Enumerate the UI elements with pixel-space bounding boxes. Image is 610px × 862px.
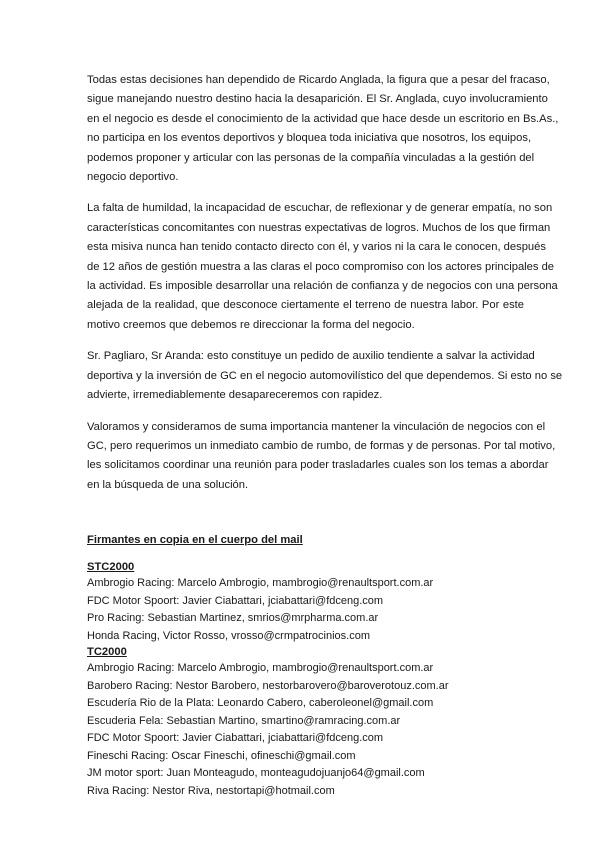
signer-groups (87, 560, 524, 800)
signers-title: Firmantes en copia en el cuerpo del mail (87, 534, 303, 546)
signer-entry: Riva Racing: Nestor Riva, nestortapi@hotmail.com (87, 784, 335, 797)
paragraph-line: alejada de la realidad, que desconoce ciertamente el terreno de nuestra labor. Por este (87, 299, 524, 312)
paragraph (87, 418, 556, 496)
paragraph-line: GC, pero requerimos un inmediato cambio de rumbo, de formas y de personas. Por tal motivo, (87, 439, 556, 452)
paragraph-line: motivo creemos que debemos re direccionar la forma del negocio. (87, 318, 415, 331)
paragraph-line: advierte, irremediablemente desapareceremos con rapidez. (87, 389, 383, 402)
signer-entry: Barobero Racing: Nestor Barobero, nestorbarovero@baroverotouz.com.ar (87, 679, 449, 692)
paragraph (87, 71, 559, 187)
signer-entry: Escuderia Fela: Sebastian Martino, smartino@ramracing.com.ar (87, 714, 401, 727)
group-title: TC2000 (87, 646, 127, 658)
paragraph-line: esta misiva nunca han tenido contacto directo con él, y varios ni la cara le conocen, después (87, 241, 546, 254)
signer-entry: FDC Motor Spoort: Javier Ciabattari, jciabattari@fdceng.com (87, 732, 384, 744)
paragraph (87, 347, 563, 405)
signer-entry: Pro Racing: Sebastian Martinez, smrios@mrpharma.com.ar (87, 612, 379, 624)
paragraph-line: Todas estas decisiones han dependido de Ricardo Anglada, la figura que a pesar del fracaso, (87, 74, 550, 86)
paragraph-line: la actividad. Es imposible desarrollar una relación de confianza y de negocios con una persona (87, 280, 558, 293)
paragraph-line: en la búsqueda de una solución. (87, 478, 249, 491)
paragraph-line: no participa en los eventos deportivos y bloquea toda iniciativa que nosotros, los equipos, (87, 132, 532, 145)
signer-entry: Escudería Rio de la Plata: Leonardo Cabero, caberoleonel@gmail.com (87, 697, 434, 709)
paragraph-line: Valoramos y consideramos de suma importancia mantener la vinculación de negocios con el (87, 420, 546, 433)
paragraph-line: podemos proponer y articular con las personas de la compañía vinculadas a la gestión del (87, 151, 535, 164)
paragraph-line: negocio deportivo. (87, 171, 179, 184)
paragraph-line: Sr. Pagliaro, Sr Aranda: esto constituye un pedido de auxilio tendiente a salvar la actividad (87, 350, 535, 363)
paragraph (87, 199, 558, 335)
signer-entry: Fineschi Racing: Oscar Fineschi, ofineschi@gmail.com (87, 749, 356, 762)
signer-entry: Ambrogio Racing: Marcelo Ambrogio, mambrogio@renaultsport.com.ar (87, 662, 434, 674)
paragraph-line: características concomitantes con nuestras expectativas de logros. Muchos de los que firman (87, 221, 551, 234)
signer-entry: Honda Racing, Victor Rosso, vrosso@crmpatrocinios.com (87, 629, 371, 642)
paragraph-line: en el negocio es desde el conocimiento de la actividad que hace desde un escritorio en Bs.As., (87, 112, 559, 125)
signers-section (87, 531, 524, 800)
paragraph-line: les solicitamos coordinar una reunión para poder trasladarles cuales son los temas a abordar (87, 459, 549, 472)
group-title: STC2000 (87, 561, 135, 573)
signer-entry: FDC Motor Spoort: Javier Ciabattari, jciabattari@fdceng.com (87, 594, 384, 607)
signer-entry: Ambrogio Racing: Marcelo Ambrogio, mambrogio@renaultsport.com.ar (87, 577, 434, 589)
paragraph-line: deportiva y la inversión de GC en el negocio automovilístico del que dependemos. Si esto no se (87, 369, 563, 382)
paragraph-line: sigue manejando nuestro destino hacia la desaparición. El Sr. Anglada, cuyo involucramiento (87, 93, 548, 106)
paragraph-line: de 12 años de gestión muestra a las claras el poco compromiso con los actores principales de (87, 260, 555, 273)
signer-entry: JM motor sport: Juan Monteagudo, monteagudojuanjo64@gmail.com (87, 767, 425, 779)
paragraph-line: La falta de humildad, la incapacidad de escuchar, de reflexionar y de generar empatía, no son (87, 202, 553, 215)
letter-body (87, 71, 563, 507)
